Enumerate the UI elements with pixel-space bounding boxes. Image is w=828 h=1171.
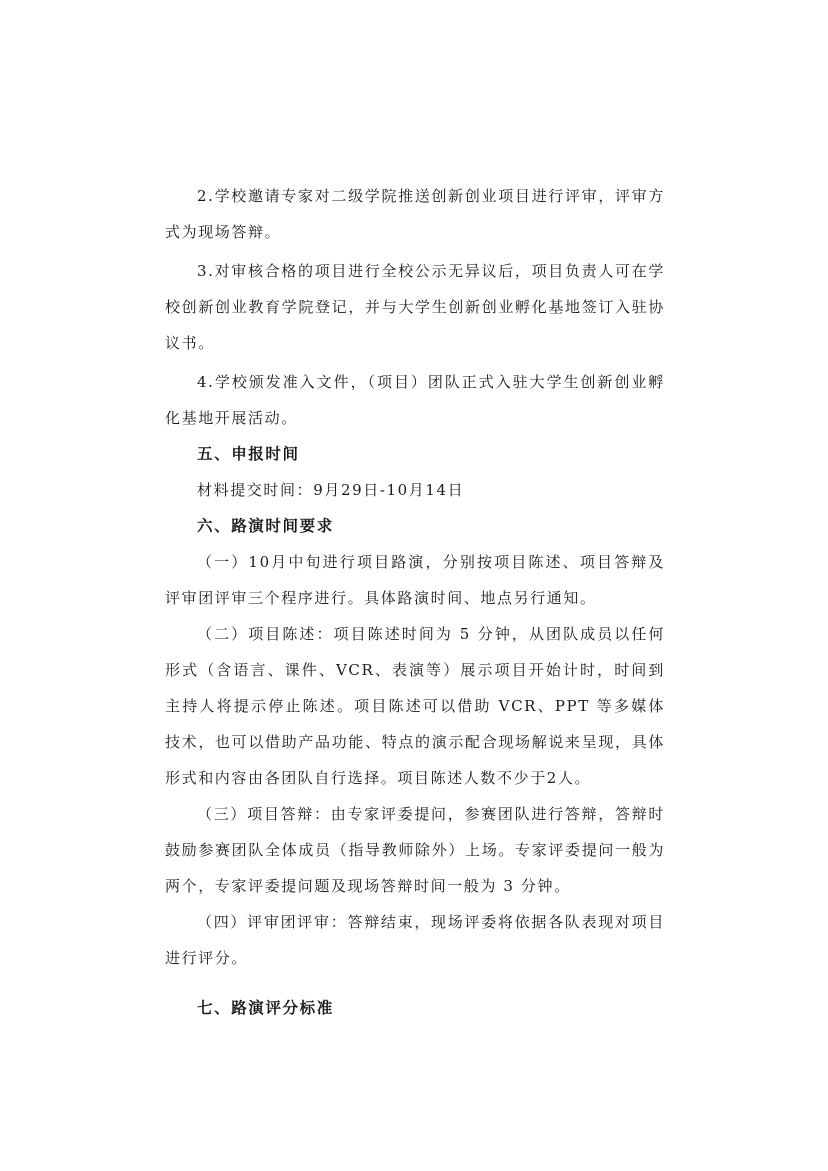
document-body: [165, 178, 665, 1026]
paragraph-roadshow-schedule: （一）10月中旬进行项目路演，分别按项目陈述、项目答辩及评审团评审三个程序进行。具体路演时间、地点另行通知。: [165, 553, 665, 607]
paragraph-submission-time: 材料提交时间：9月29日-10月14日: [197, 481, 465, 499]
paragraph-panel-review: （四）评审团评审：答辩结束，现场评委将依据各队表现对项目进行评分。: [165, 913, 665, 967]
heading-scoring-criteria: 七、路演评分标准: [197, 999, 334, 1017]
paragraph-project-defense: （三）项目答辩：由专家评委提问，参赛团队进行答辩，答辩时鼓励参赛团队全体成员（指导教师除外）上场。专家评委提问一般为两个，专家评委提问题及现场答辩时间一般为 3 分钟。: [165, 805, 665, 895]
paragraph-public-notice: 3.对审核合格的项目进行全校公示无异议后，项目负责人可在学校创新创业教育学院登记，并与大学生创新创业孵化基地签订入驻协议书。: [165, 262, 665, 352]
paragraph-admission-document: 4.学校颁发准入文件，（项目）团队正式入驻大学生创新创业孵化基地开展活动。: [165, 373, 665, 427]
heading-application-time: 五、申报时间: [197, 445, 300, 463]
paragraph-expert-review: 2.学校邀请专家对二级学院推送创新创业项目进行评审，评审方式为现场答辩。: [165, 187, 665, 241]
paragraph-project-presentation: （二）项目陈述：项目陈述时间为 5 分钟，从团队成员以任何形式（含语言、课件、VCR、表演等）展示项目开始计时，时间到主持人将提示停止陈述。项目陈述可以借助 VCR、PPT 等多媒体技术，也可以借助产品功能、特点的演示配合现场解说来呈现，具体形式和内容由各团队自行选择。项目陈述人数不少于2人。: [165, 625, 665, 787]
heading-roadshow-time-requirements: 六、路演时间要求: [197, 517, 334, 535]
